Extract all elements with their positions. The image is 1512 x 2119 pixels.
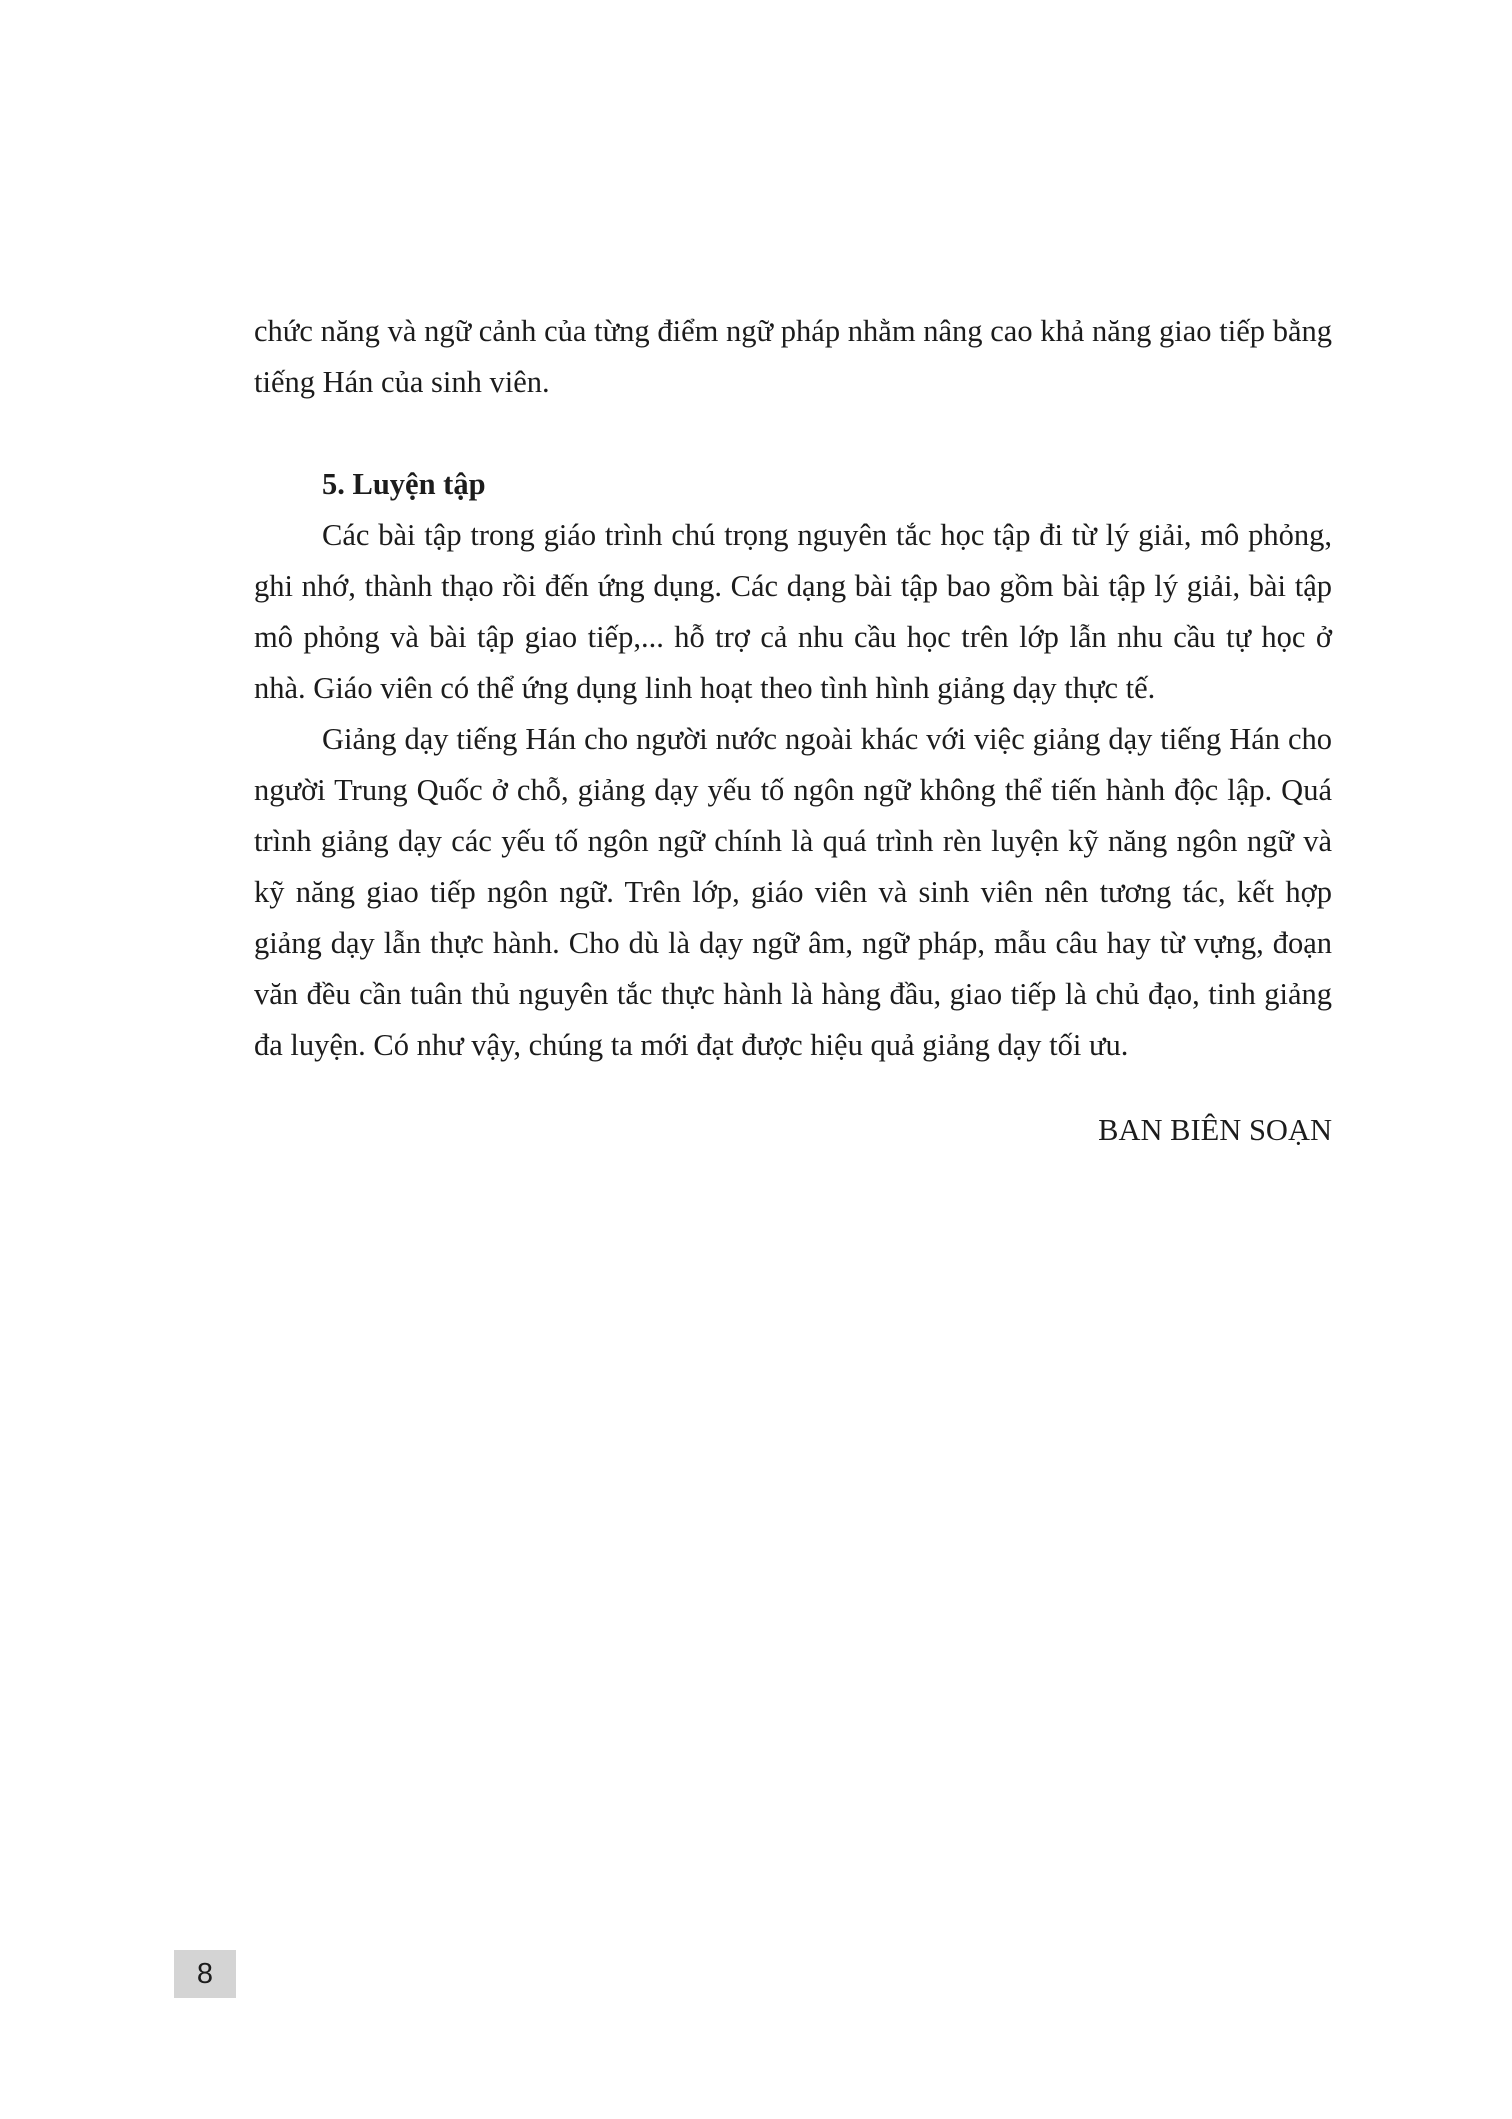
signature: BAN BIÊN SOẠN	[1098, 1113, 1332, 1147]
intro-paragraph: chức năng và ngữ cảnh của từng điểm ngữ pháp nhằm nâng cao khả năng giao tiếp bằng tiếng Hán của sinh viên.	[254, 314, 1332, 399]
section-paragraph-1: Các bài tập trong giáo trình chú trọng nguyên tắc học tập đi từ lý giải, mô phỏng, ghi nhớ, thành thạo rồi đến ứng dụng. Các dạng bài tập bao gồm bài tập lý giải, bài tập mô phỏng và bài tập giao tiếp,... hỗ trợ cả nhu cầu học trên lớp lẫn nhu cầu tự học ở nhà. Giáo viên có thể ứng dụng linh hoạt theo tình hình giảng dạy thực tế.	[254, 518, 1332, 705]
body-text	[254, 306, 1332, 1156]
section-heading: 5. Luyện tập	[322, 467, 486, 501]
section-paragraph-2: Giảng dạy tiếng Hán cho người nước ngoài khác với việc giảng dạy tiếng Hán cho người Trung Quốc ở chỗ, giảng dạy yếu tố ngôn ngữ không thể tiến hành độc lập. Quá trình giảng dạy các yếu tố ngôn ngữ chính là quá trình rèn luyện kỹ năng ngôn ngữ và kỹ năng giao tiếp ngôn ngữ. Trên lớp, giáo viên và sinh viên nên tương tác, kết hợp giảng dạy lẫn thực hành. Cho dù là dạy ngữ âm, ngữ pháp, mẫu câu hay từ vựng, đoạn văn đều cần tuân thủ nguyên tắc thực hành là hàng đầu, giao tiếp là chủ đạo, tinh giảng đa luyện. Có như vậy, chúng ta mới đạt được hiệu quả giảng dạy tối ưu.	[254, 722, 1332, 1062]
page-number: 8	[174, 1950, 236, 1998]
